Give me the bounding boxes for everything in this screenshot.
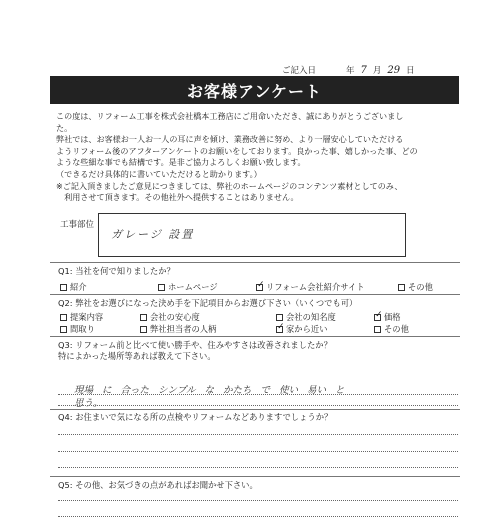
q1-question: Q1: 当社を何で知りましたか？ [58, 266, 175, 276]
checkbox[interactable] [398, 284, 405, 291]
q2-option-nearby[interactable]: ✓ 家から近い [276, 323, 328, 335]
page-title-text: お客様アンケート [186, 81, 323, 101]
q1-option-referral[interactable]: 紹介 [60, 281, 87, 293]
q3-answer[interactable] [74, 384, 454, 410]
q3-answer-line: 現場 に 合った シンプル な かたち で 使い 易い と [74, 385, 345, 396]
q4-question: Q4: お住まいで気になる所の点検やリフォームなどありますでしょうか？ [58, 412, 333, 422]
checkbox-checked[interactable] [256, 284, 263, 291]
q5-question: Q5: その他、お気づきの点があればお聞かせ下さい。 [58, 480, 258, 490]
checkbox-checked[interactable] [374, 314, 381, 321]
department-label: 工事部位 [60, 220, 95, 230]
q1-option-homepage[interactable]: ホームページ [158, 281, 218, 293]
date-month-suffix: 月 [372, 66, 382, 76]
divider [50, 476, 460, 477]
date-label: ご記入日 [282, 66, 317, 76]
q2-option-recognition[interactable]: 会社の知名度 [276, 311, 336, 323]
answer-line[interactable] [58, 467, 458, 468]
answer-line [58, 394, 458, 395]
q2-option-floorplan[interactable]: 間取り [60, 323, 95, 335]
q2-option-staff[interactable]: 弊社担当者の人柄 [140, 323, 216, 335]
intro-text [56, 111, 456, 204]
q3-question-line: Q3: リフォーム前と比べて使い勝手や、住みやすさは改善されましたか？ [58, 340, 332, 350]
q1-option-other[interactable]: その他 [398, 281, 433, 293]
q3-question [58, 340, 332, 362]
intro-line: ようリフォーム後のアフターアンケートのお願いをしております。良かった事、嬉しかった事、どの [56, 145, 418, 156]
checkbox[interactable] [60, 314, 67, 321]
date-day: 29 [387, 65, 401, 76]
divider [50, 336, 460, 337]
q2-question: Q2: 弊社をお選びになった決め手を下記項目からお選び下さい（いくつでも可） [58, 298, 358, 308]
checkbox[interactable] [140, 326, 147, 333]
date-year-suffix: 年 [346, 66, 355, 76]
answer-line[interactable] [58, 500, 458, 501]
divider [50, 262, 460, 263]
checkbox[interactable] [276, 314, 283, 321]
q1-option-referral-site[interactable]: ✓ リフォーム会社紹介サイト [256, 281, 365, 293]
intro-line: 弊社では、お客様お一人お一人の耳に声を傾け、業務改善に努め、より一層安心していただける [56, 134, 404, 145]
intro-line: この度は、リフォーム工事を株式会社橋本工務店にご用命いただき、誠にありがとうございまし [56, 111, 404, 121]
checkbox[interactable] [158, 284, 165, 291]
q2-option-price[interactable]: ✓ 価格 [374, 311, 401, 323]
department-field[interactable] [98, 213, 406, 257]
intro-line: ような些細な事でも結構です。是非ご協力よろしくお願い致します。 [56, 157, 306, 168]
department-answer: ガレージ 設置 [111, 228, 195, 241]
intro-line: ※ご記入頂きましたご意見につきましては、弊社のホームページのコンテンツ素材としてのみ、 [56, 180, 403, 191]
intro-line: （できるだけ具体的に書いていただけると助かります。） [56, 168, 262, 179]
answer-line[interactable] [58, 434, 458, 435]
intro-line: 利用させて頂きます。その他社外へ提供することはありません。 [56, 192, 299, 203]
answer-line [58, 405, 458, 406]
q3-question-line: 特によかった場所等あれば教えて下さい。 [58, 351, 216, 361]
date-month: 7 [360, 65, 367, 76]
date-day-suffix: 日 [406, 66, 415, 76]
page-title [50, 76, 459, 104]
q2-option-reliability[interactable]: 会社の安心度 [140, 311, 200, 323]
q3-answer-line: 思う。 [74, 398, 103, 409]
answer-line[interactable] [58, 451, 458, 452]
entry-date [282, 64, 415, 76]
divider [50, 294, 460, 295]
checkbox[interactable] [60, 326, 67, 333]
divider [50, 409, 460, 410]
answer-line[interactable] [58, 516, 458, 517]
checkbox[interactable] [60, 284, 67, 291]
checkbox[interactable] [374, 326, 381, 333]
checkbox-checked[interactable] [276, 326, 283, 333]
intro-line: た。 [56, 122, 73, 133]
checkbox[interactable] [140, 314, 147, 321]
q2-option-other[interactable]: その他 [374, 323, 409, 335]
q2-option-proposal[interactable]: 提案内容 [60, 311, 103, 323]
